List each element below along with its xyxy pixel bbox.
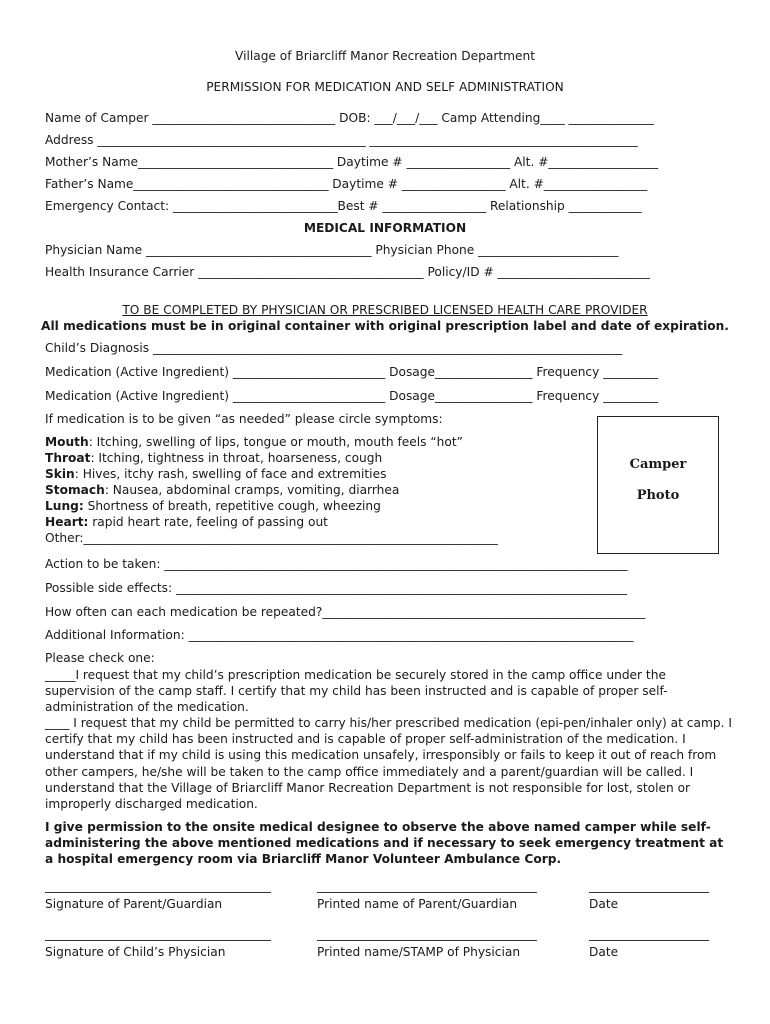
photo-label-camper: Camper bbox=[629, 457, 687, 472]
insurance-line: Health Insurance Carrier _____________________________________ Policy/ID # _________________________ bbox=[45, 265, 650, 279]
option-office-storage: _____I request that my child’s prescription medication be securely stored in the camp office under the supervision of the camp staff. I certify that my child has been instructed and is capable of proper self-administration of the medication. bbox=[45, 668, 668, 715]
symptom-skin: Skin: Hives, itchy rash, swelling of face and extremities bbox=[45, 467, 387, 481]
as-needed-instruction: If medication is to be given “as needed” please circle symptoms: bbox=[45, 412, 443, 426]
mother-line: Mother’s Name________________________________ Daytime # _________________ Alt. #__________________ bbox=[45, 155, 659, 169]
physician-signature-label: Signature of Child’s Physician bbox=[45, 945, 226, 959]
physician-printed-name-label: Printed name/STAMP of Physician bbox=[317, 945, 521, 959]
form-title: PERMISSION FOR MEDICATION AND SELF ADMINISTRATION bbox=[206, 80, 564, 94]
organization-name: Village of Briarcliff Manor Recreation Department bbox=[235, 49, 535, 63]
parent-date-rule bbox=[589, 892, 709, 893]
physician-date-rule bbox=[589, 940, 709, 941]
camper-photo-box bbox=[597, 416, 719, 554]
symptom-stomach: Stomach: Nausea, abdominal cramps, vomiting, diarrhea bbox=[45, 483, 400, 497]
side-effects-line: Possible side effects: __________________________________________________________________________ bbox=[45, 581, 627, 595]
container-note: All medications must be in original container with original prescription label and date of expiration. bbox=[41, 319, 729, 333]
medication-line-1: Medication (Active Ingredient) _________________________ Dosage________________ Frequency _________ bbox=[45, 365, 659, 379]
father-line: Father’s Name________________________________ Daytime # _________________ Alt. #_________________ bbox=[45, 177, 648, 191]
parent-signature-label: Signature of Parent/Guardian bbox=[45, 897, 223, 911]
diagnosis-line: Child’s Diagnosis _____________________________________________________________________________ bbox=[45, 341, 623, 355]
additional-info-line: Additional Information: _________________________________________________________________________ bbox=[45, 628, 634, 642]
other-symptom-line: Other:____________________________________________________________________ bbox=[45, 531, 498, 545]
parent-date-label: Date bbox=[589, 897, 619, 911]
physician-signature-rule bbox=[45, 940, 271, 941]
symptom-lung: Lung: Shortness of breath, repetitive cough, wheezing bbox=[45, 499, 381, 513]
parent-signature-rule bbox=[45, 892, 271, 893]
symptom-throat: Throat: Itching, tightness in throat, hoarseness, cough bbox=[45, 451, 383, 465]
medication-line-2: Medication (Active Ingredient) _________________________ Dosage________________ Frequency _________ bbox=[45, 389, 659, 403]
parent-printed-name-label: Printed name of Parent/Guardian bbox=[317, 897, 518, 911]
action-line: Action to be taken: ____________________________________________________________________________ bbox=[45, 557, 628, 571]
permission-statement: I give permission to the onsite medical designee to observe the above named camper while self-administering the above mentioned medications and if necessary to seek emergency treatment at a hospital emergency room via Briarcliff Manor Volunteer Ambulance Corp. bbox=[45, 820, 724, 867]
check-one-heading: Please check one: bbox=[45, 651, 155, 665]
physician-printed-name-rule bbox=[317, 940, 537, 941]
provider-heading: TO BE COMPLETED BY PHYSICIAN OR PRESCRIBED LICENSED HEALTH CARE PROVIDER bbox=[122, 303, 648, 317]
symptom-mouth: Mouth: Itching, swelling of lips, tongue or mouth, mouth feels “hot” bbox=[45, 435, 463, 449]
symptom-heart: Heart: rapid heart rate, feeling of passing out bbox=[45, 515, 328, 529]
medical-information-heading: MEDICAL INFORMATION bbox=[303, 221, 467, 235]
photo-label-photo: Photo bbox=[636, 488, 680, 503]
physician-date-label: Date bbox=[589, 945, 619, 959]
repeat-frequency-line: How often can each medication be repeated?_____________________________________________________ bbox=[45, 605, 646, 619]
camper-name-line: Name of Camper ______________________________ DOB: ___/___/___ Camp Attending____ ______________ bbox=[45, 111, 654, 125]
physician-line: Physician Name _____________________________________ Physician Phone _______________________ bbox=[45, 243, 619, 257]
parent-printed-name-rule bbox=[317, 892, 537, 893]
emergency-contact-line: Emergency Contact: ___________________________Best # _________________ Relationship ____________ bbox=[45, 199, 642, 213]
option-self-carry: ____ I request that my child be permitted to carry his/her prescribed medication (epi-pen/inhaler only) at camp. I certify that my child has been instructed and is capable of proper self-administration of the medication. I understand that if my child is using this medication unsafely, irresponsibly or fails to keep it out of reach from other campers, he/she will be taken to the camp office immediately and a parent/guardian will be called. I understand that the Village of Briarcliff Manor Recreation Department is not responsible for lost, stolen or improperly discharged medication. bbox=[45, 716, 732, 812]
address-line: Address ____________________________________________ ____________________________________________ bbox=[45, 133, 638, 147]
